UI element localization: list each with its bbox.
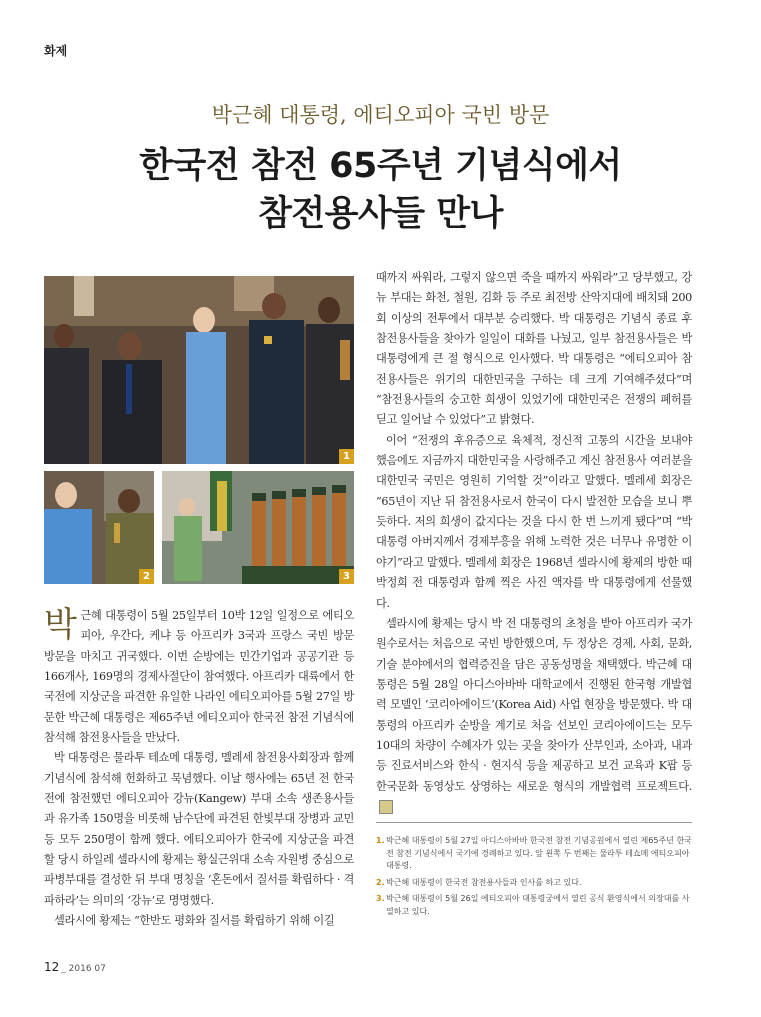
title-line-1: 한국전 참전 65주년 기념식에서	[139, 146, 622, 186]
paragraph: 박 대통령은 물라투 테쇼메 대통령, 멜레세 참전용사회장과 함께 기념식에 참석해 헌화하고 묵념했다. 이날 행사에는 65년 전 한국전에 참전했던 에티오피아 강뉴(Kangew) 부대 소속 생존용사들과 유가족 150명을 비롯해 남수단에 파견된 한빛부대 장병과 교민 등 모두 250명이 함께 했다. 에티오피아가 한국에 지상군을 파견할 당시 하일레 셀라시에 황제는 황실근위대 소속 자원병 중심으로 파병부대를 결성한 뒤 부대 명칭을 ‘혼돈에서 질서를 확립하다 · 격파하라’는 의미의 ‘강뉴’로 명명했다.	[44, 751, 354, 907]
caption-text: 박근혜 대통령이 한국전 참전용사들과 인사를 하고 있다.	[386, 877, 582, 887]
caption-number: 3.	[376, 894, 385, 903]
article-title	[0, 142, 761, 238]
paragraph: 이어 “전쟁의 후유증으로 육체적, 정신적 고통의 시간을 보내야 했음에도 지금까지 대한민국을 사랑해주고 계신 참전용사 여러분을 대한민국 국민은 영원히 기억할 것”이라고 말했다. 멜레세 회장은 “65년이 지난 뒤 참전용사로서 한국이 다시 발전한 모습을 보니 뿌듯하다. 저의 희생이 값지다는 것을 다시 한 번 느끼게 됐다”며 “박 대통령 아버지께서 경제부흥을 위해 노력한 것은 너무나 유명한 이야기”라고 말했다. 멜레세 회장은 1968년 셀라시에 황제의 방한 때 박정희 전 대통령과 함께 찍은 사진 액자를 박 대통령에게 선물했다.	[376, 433, 692, 610]
photo-honor-guard	[162, 471, 354, 584]
caption-text: 박근혜 대통령이 5월 27일 아디스아바바 한국전 참전 기념공원에서 열린 제65주년 한국전 참전 기념식에서 국기에 경례하고 있다. 앞 왼쪽 두 번째는 물라투 테쇼메 에티오피아 대통령.	[386, 836, 692, 870]
photo-captions	[376, 822, 692, 922]
paragraph: 셀라시에 황제는 “한반도 평화와 질서를 확립하기 위해 이길	[54, 914, 335, 928]
body-column-right	[376, 268, 692, 817]
photo-ceremony-salute	[44, 276, 354, 464]
caption-number: 1.	[376, 836, 385, 845]
paragraph-text: 근혜 대통령이 5월 25일부터 10박 12일 일정으로 에티오피아, 우간다, 케냐 등 아프리카 3국과 프랑스 국빈 방문 방문을 마치고 귀국했다. 이번 순방에는 민간기업과 공공기관 등 166개사, 169명의 경제사절단이 참여했다. 아프리카 대륙에서 한국전에 지상군을 파견한 유일한 나라인 에티오피아를 5월 27일 방문한 박근혜 대통령은 제65주년 에티오피아 한국전 참전 기념식에 참석해 참전용사들을 만났다.	[44, 609, 354, 745]
end-mark-icon	[379, 800, 393, 814]
paragraph	[376, 614, 692, 817]
photo-badge-1: 1	[339, 449, 354, 464]
title-line-2: 참전용사들 만나	[258, 194, 503, 234]
photo-badge-3: 3	[339, 569, 354, 584]
paragraph-text: 셀라시에 황제는 당시 박 전 대통령의 초청을 받아 아프리카 국가원수로서는 처음으로 국빈 방한했으며, 두 정상은 경제, 사회, 문화, 기술 분야에서의 협력증진을 담은 공동성명을 채택했다. 박근혜 대통령은 5월 28일 아디스아바바 대학교에서 진행된 한국형 개발협력 모델인 ‘코리아에이드’(Korea Aid) 사업 현장을 방문했다. 박 대통령의 아프리카 순방을 계기로 처음 선보인 코리아에이드는 모두 10대의 차량이 수혜자가 있는 곳을 찾아가 산부인과, 소아과, 내과 등 진료서비스와 한식 · 현지식 등을 제공하고 보건 교육과 K팝 등 한국문화 동영상도 상영하는 새로운 형식의 개발협력 프로젝트다.	[376, 616, 692, 793]
photo-greeting-veterans	[44, 471, 154, 584]
caption-item	[376, 835, 692, 873]
page-footer	[44, 960, 106, 974]
article-subtitle: 박근혜 대통령, 에티오피아 국빈 방문	[211, 103, 550, 127]
caption-item	[376, 893, 692, 918]
caption-text: 박근혜 대통령이 5월 26일 에티오피아 대통령궁에서 열린 공식 환영식에서 의장대를 사열하고 있다.	[386, 894, 690, 916]
caption-item	[376, 877, 692, 890]
paragraph: 때까지 싸워라, 그렇지 않으면 죽을 때까지 싸워라”고 당부했고, 강뉴 부대는 화천, 철원, 김화 등 주로 최전방 산악지대에 배치돼 200회 이상의 전투에서 대부분 승리했다. 박 대통령은 기념식 종료 후 참전용사들을 찾아가 일일이 대화를 나눴고, 일부 참전용사들은 박 대통령에게 큰 절 형식으로 인사했다. 박 대통령은 “에티오피아 참전용사들은 위기의 대한민국을 구하는 데 크게 기여해주셨다”며 “참전용사들의 숭고한 희생이 있었기에 대한민국은 전쟁의 폐허를 딛고 일어날 수 있었다”고 밝혔다.	[376, 271, 692, 427]
photo-badge-2: 2	[139, 569, 154, 584]
paragraph	[44, 606, 354, 748]
issue-date: _ 2016 07	[61, 964, 106, 974]
page-number: 12	[44, 960, 60, 974]
caption-number: 2.	[376, 877, 385, 887]
drop-cap: 박	[44, 605, 77, 645]
body-column-left	[44, 606, 354, 932]
section-label: 화제	[44, 44, 68, 58]
